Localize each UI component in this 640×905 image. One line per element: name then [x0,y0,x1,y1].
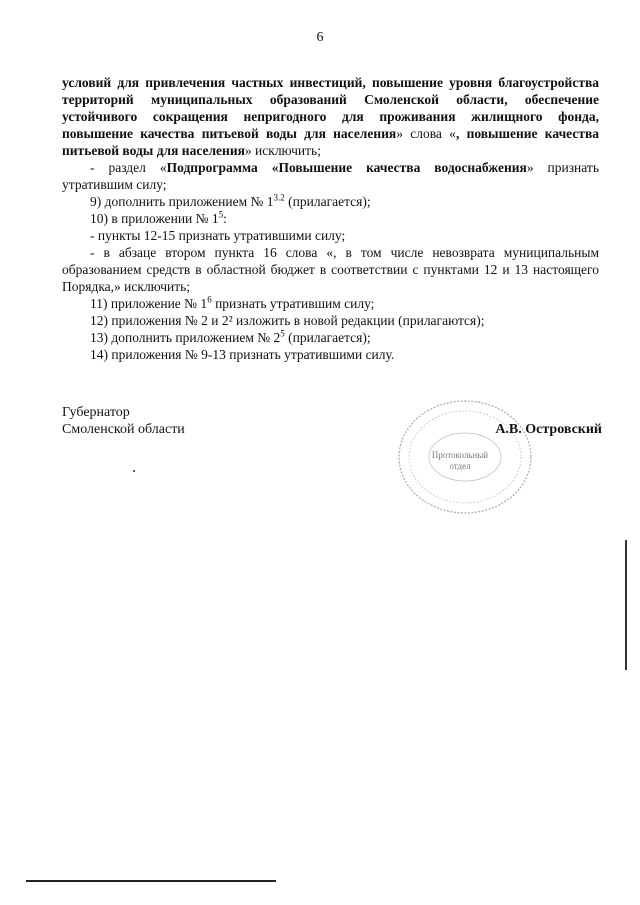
paragraph-9-pre: 13) дополнить приложением № 2 [90,330,281,345]
paragraph-7-pre: 11) приложение № 1 [90,296,208,311]
paragraph-6: - в абзаце втором пункта 16 слова «, в том числе невозврата муниципальным образованием средств в областной бюджет в соответствии с пунктами 12 и 13 настоящего Порядка,» исключить; [62,245,599,294]
stamp-text [425,450,495,472]
paragraph-4-tail: : [223,211,227,226]
paragraph-1-bold-2: , повышение качества питьевой воды для населения [62,126,600,158]
paragraph-4 [62,210,599,227]
scan-speck [133,470,135,472]
paragraph-2 [62,159,599,193]
signature-block [62,404,602,438]
paragraph-1-tail: » исключить; [244,143,321,158]
paragraph-7 [62,295,599,312]
paragraph-3-pre: 9) дополнить приложением № 1 [90,194,274,209]
paragraph-9 [62,329,599,346]
paragraph-10: 14) приложения № 9-13 признать утратившими силу. [90,347,395,362]
paragraph-3-sup: 3.2 [273,192,285,203]
stamp-text-line-2: отдел [449,461,471,471]
paragraph-5: - пункты 12-15 признать утратившими силу; [90,228,346,243]
signer-name: А.В. Островский [495,422,602,437]
paragraph-9-sup: 5 [280,328,285,339]
paragraph-1-bold: условий для привлечения частных инвестиций, повышение уровня благоустройства территорий муниципальных образований Смоленской области, обеспечение устойчивого сокращения непригодного для проживания жилищного фонда, повышение качества питьевой воды для населения [62,75,599,141]
paragraph-3 [62,193,599,210]
paragraph-2-tail: » признать утратившим силу; [62,160,599,192]
paragraph-1 [62,74,599,159]
stamp-text-line-1: Протокольный [431,450,489,460]
paragraph-8: 12) приложения № 2 и 2² изложить в новой редакции (прилагаются); [90,313,485,328]
footer-rule [26,880,276,882]
paragraph-1-mid: » слова « [396,126,456,141]
paragraph-2-bold: Подпрограмма «Повышение качества водоснабжения [166,160,527,175]
paragraph-9-tail: (прилагается); [284,330,371,345]
paragraph-3-tail: (прилагается); [284,194,371,209]
paragraph-4-sup: 5 [218,209,224,220]
document-body [62,74,599,363]
paragraph-2-pre: - раздел « [90,160,167,175]
signer-position-line-1: Губернатор [62,405,130,420]
paragraph-7-tail: признать утратившим силу; [211,296,375,311]
paragraph-4-pre: 10) в приложении № 1 [90,211,219,226]
paragraph-7-sup: 6 [207,294,212,305]
scan-edge-mark [625,540,627,670]
signer-position-line-2: Смоленской области [62,422,185,437]
page-number: 6 [316,30,324,45]
